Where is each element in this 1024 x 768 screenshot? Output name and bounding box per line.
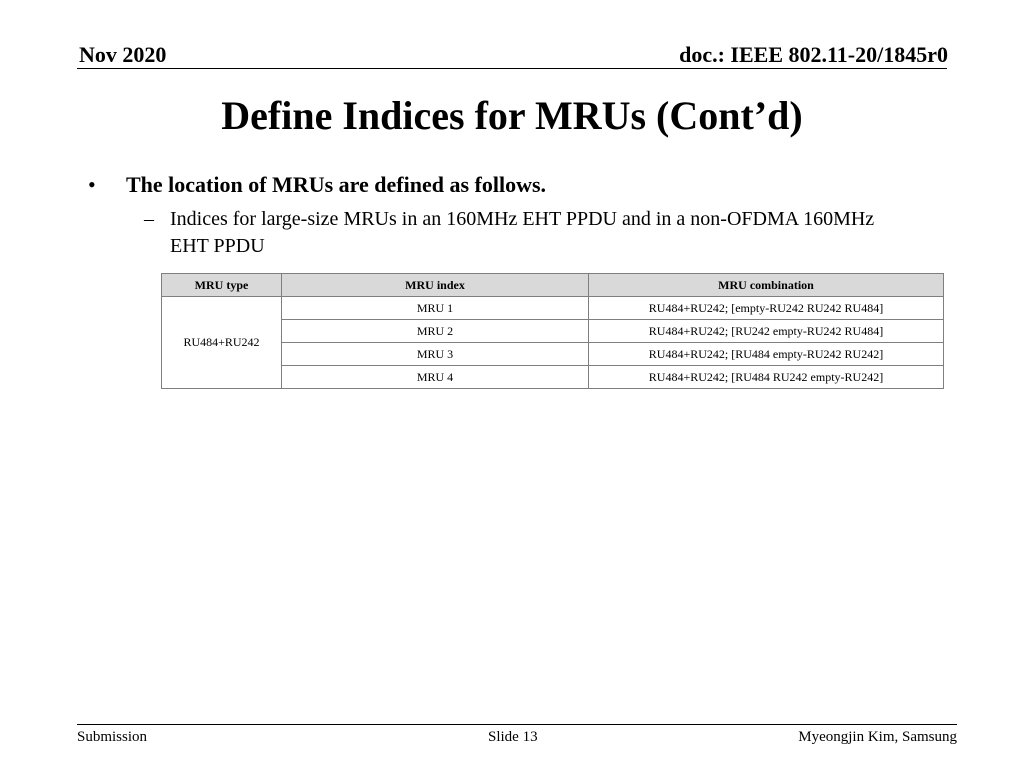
mru-type-cell: RU484+RU242 xyxy=(162,297,282,389)
mru-combination-cell: RU484+RU242; [empty-RU242 RU242 RU484] xyxy=(589,297,944,320)
sub-bullet-item xyxy=(144,206,904,260)
header-doc-id: doc.: IEEE 802.11-20/1845r0 xyxy=(679,42,948,67)
header-date: Nov 2020 xyxy=(79,42,167,67)
footer-slide-number: Slide 13 xyxy=(488,729,538,745)
table-header-row xyxy=(162,274,944,297)
header-divider xyxy=(77,68,947,69)
mru-table xyxy=(161,273,944,389)
table-row xyxy=(162,297,944,320)
header-mru-index: MRU index xyxy=(282,274,589,297)
mru-index-cell: MRU 3 xyxy=(282,343,589,366)
mru-combination-cell: RU484+RU242; [RU484 empty-RU242 RU242] xyxy=(589,343,944,366)
footer-submission: Submission xyxy=(77,729,148,745)
header-mru-type: MRU type xyxy=(162,274,282,297)
mru-combination-cell: RU484+RU242; [RU484 RU242 empty-RU242] xyxy=(589,366,944,389)
header-mru-combination: MRU combination xyxy=(589,274,944,297)
sub-bullet-marker: – xyxy=(144,208,154,230)
mru-index-cell: MRU 2 xyxy=(282,320,589,343)
footer-author: Myeongjin Kim, Samsung xyxy=(798,729,957,745)
bullet-item xyxy=(88,171,546,199)
mru-index-cell: MRU 1 xyxy=(282,297,589,320)
mru-index-cell: MRU 4 xyxy=(282,366,589,389)
footer-divider xyxy=(77,724,957,725)
slide-title: Define Indices for MRUs (Cont’d) xyxy=(221,93,803,138)
bullet-text: The location of MRUs are defined as follows. xyxy=(126,172,547,197)
mru-combination-cell: RU484+RU242; [RU242 empty-RU242 RU484] xyxy=(589,320,944,343)
bullet-marker: • xyxy=(88,172,96,197)
sub-bullet-text: Indices for large-size MRUs in an 160MHz EHT PPDU and in a non-OFDMA 160MHz EHT PPDU xyxy=(170,208,875,257)
